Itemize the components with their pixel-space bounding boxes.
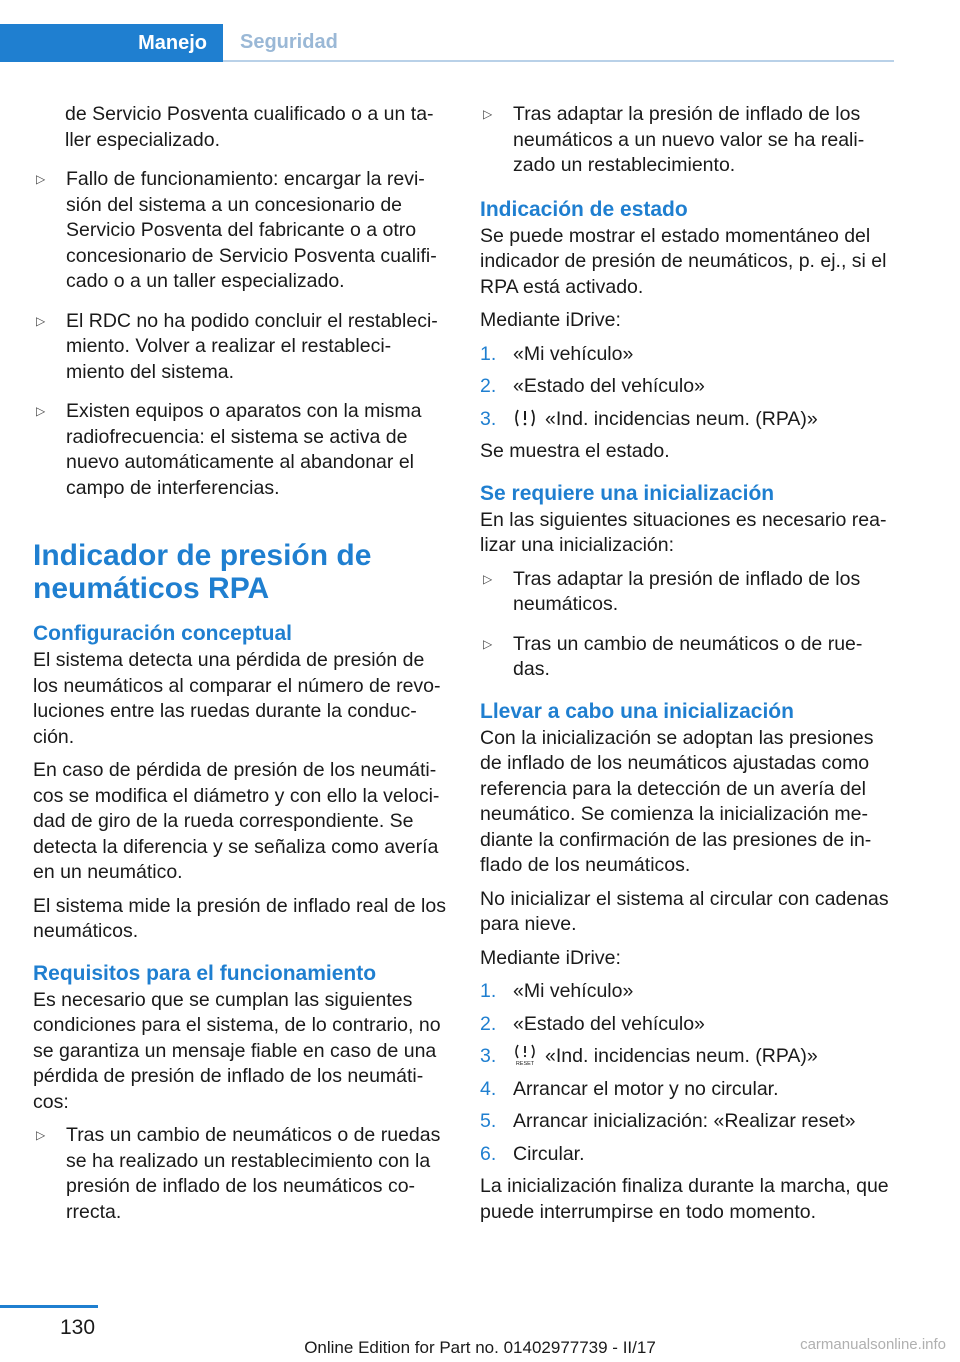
triangle-bullet-icon: ▷ (483, 571, 493, 586)
list-item: ▷ Tras un cambio de neumáticos o de rue‐das. (483, 632, 863, 680)
paragraph: El sistema mide la presión de inflado real de los neumáticos. (33, 894, 446, 942)
list-item: ▷ Tras adaptar la presión de inflado de los neumáticos a un nuevo valor se ha reali‐zado un restablecimiento. (483, 103, 865, 176)
list-item: ▷ Existen equipos o aparatos con la misma radiofrecuencia: el sistema se activa de nuevo automáticamente al abandonar el campo de interferencias. (36, 400, 422, 499)
paragraph: En caso de pérdida de presión de los neumáti‐cos se modifica el diámetro y con ello la veloci‐dad de giro de la rueda correspondiente. Se detecta la diferencia y se señaliza como avería en un neumático. (33, 759, 440, 883)
list-item: 2. «Estado del vehículo» (480, 375, 705, 397)
list-item: 1. «Mi vehículo» (480, 980, 634, 1002)
tab-seguridad[interactable]: Seguridad (223, 24, 894, 62)
subsection-title: Indicación de estado (480, 197, 688, 221)
list-item: ▷ El RDC no ha podido concluir el restableci‐miento. Volver a realizar el restableci‐miento del sistema. (36, 309, 438, 383)
list-item: 1. «Mi vehículo» (480, 342, 634, 365)
triangle-bullet-icon: ▷ (483, 636, 493, 651)
paragraph: Es necesario que se cumplan las siguientes condiciones para el sistema, de lo contrario, no se garantiza un mensaje fiable en caso de una pérdida de presión de inflado de los neumáti‐cos: (33, 988, 441, 1113)
page-number: 130 (60, 1316, 96, 1339)
right-column (480, 102, 896, 1233)
list-item: 2. «Estado del vehículo» (480, 1012, 705, 1035)
page-number-rule (0, 1305, 98, 1308)
list-item: 4. Arrancar el motor y no circular. (480, 1077, 779, 1100)
list-item: 3. «Ind. incidencias neum. (RPA)» (480, 407, 818, 430)
triangle-bullet-icon: ▷ (36, 313, 46, 328)
bullet-list (480, 567, 896, 683)
continued-text: de Servicio Posventa cualificado o a un ta‐ller especializado. (65, 103, 434, 151)
list-item: 6. Circular. (480, 1142, 585, 1165)
subsection-title: Requisitos para el funcionamiento (33, 961, 377, 985)
triangle-bullet-icon: ▷ (36, 172, 46, 186)
paragraph: En las siguientes situaciones es necesario rea‐lizar una inicialización: (480, 508, 887, 556)
tab-manejo[interactable]: Manejo (0, 24, 223, 62)
step-list (480, 342, 896, 433)
subsection-title: Configuración conceptual (33, 622, 293, 645)
triangle-bullet-icon: ▷ (36, 404, 46, 418)
paragraph: Mediante iDrive: (480, 946, 621, 969)
tire-pressure-reset-icon (513, 1044, 537, 1066)
list-item: ▷ Fallo de funcionamiento: encargar la revi‐sión del sistema a un concesionario de Servicio Posventa del fabricante o a otro concesionario de Servicio Posventa cualifi‐cado o a un taller especializado. (36, 168, 437, 292)
paragraph: La inicialización finaliza durante la marcha, que puede interrumpirse en todo momento. (480, 1175, 889, 1223)
paragraph: Se muestra el estado. (480, 440, 670, 462)
list-item: ▷ Tras un cambio de neumáticos o de ruedas se ha realizado un restablecimiento con la presión de inflado de los neumáticos co‐rrecta. (36, 1124, 441, 1223)
paragraph: Se puede mostrar el estado momentáneo del indicador de presión de neumáticos, p. ej., si el RPA está activado. (480, 224, 887, 298)
subsection-title: Se requiere una inicialización (480, 481, 775, 505)
tire-pressure-warning-icon (513, 407, 537, 429)
step-list (480, 979, 896, 1167)
paragraph: Mediante iDrive: (480, 309, 621, 331)
paragraph: Con la inicialización se adoptan las presiones de inflado de los neumáticos ajustadas como referencia para la detección de un avería del neumático. Se comienza la inicialización me‐diante la confirmación de las presiones de in‐flado de los neumáticos. (480, 726, 874, 876)
left-column (33, 102, 449, 1239)
list-item: 3. RESET «Ind. incidencias neum. (RPA)» (480, 1045, 818, 1067)
triangle-bullet-icon: ▷ (36, 1128, 46, 1142)
bullet-list (33, 1123, 449, 1225)
bullet-list (33, 167, 449, 501)
list-item: 5. Arrancar inicialización: «Realizar reset» (480, 1110, 856, 1132)
watermark: carmanualsonline.info (800, 1336, 946, 1353)
subsection-title: Llevar a cabo una inicialización (480, 699, 794, 723)
list-item: ▷ Tras adaptar la presión de inflado de los neumáticos. (483, 567, 861, 615)
paragraph: No inicializar el sistema al circular con cadenas para nieve. (480, 887, 889, 935)
paragraph: El sistema detecta una pérdida de presión de los neumáticos al comparar el número de revo‐luciones entre las ruedas durante la conduc‐ción. (33, 649, 441, 748)
svg-text:RESET: RESET (515, 1061, 535, 1066)
section-title: Indicador de presión de neumáticos RPA (33, 539, 372, 605)
triangle-bullet-icon: ▷ (483, 107, 493, 121)
header-bar (0, 0, 960, 62)
bullet-list (480, 102, 896, 179)
edition-note: Online Edition for Part no. 01402977739 - II/17 (304, 1338, 656, 1357)
